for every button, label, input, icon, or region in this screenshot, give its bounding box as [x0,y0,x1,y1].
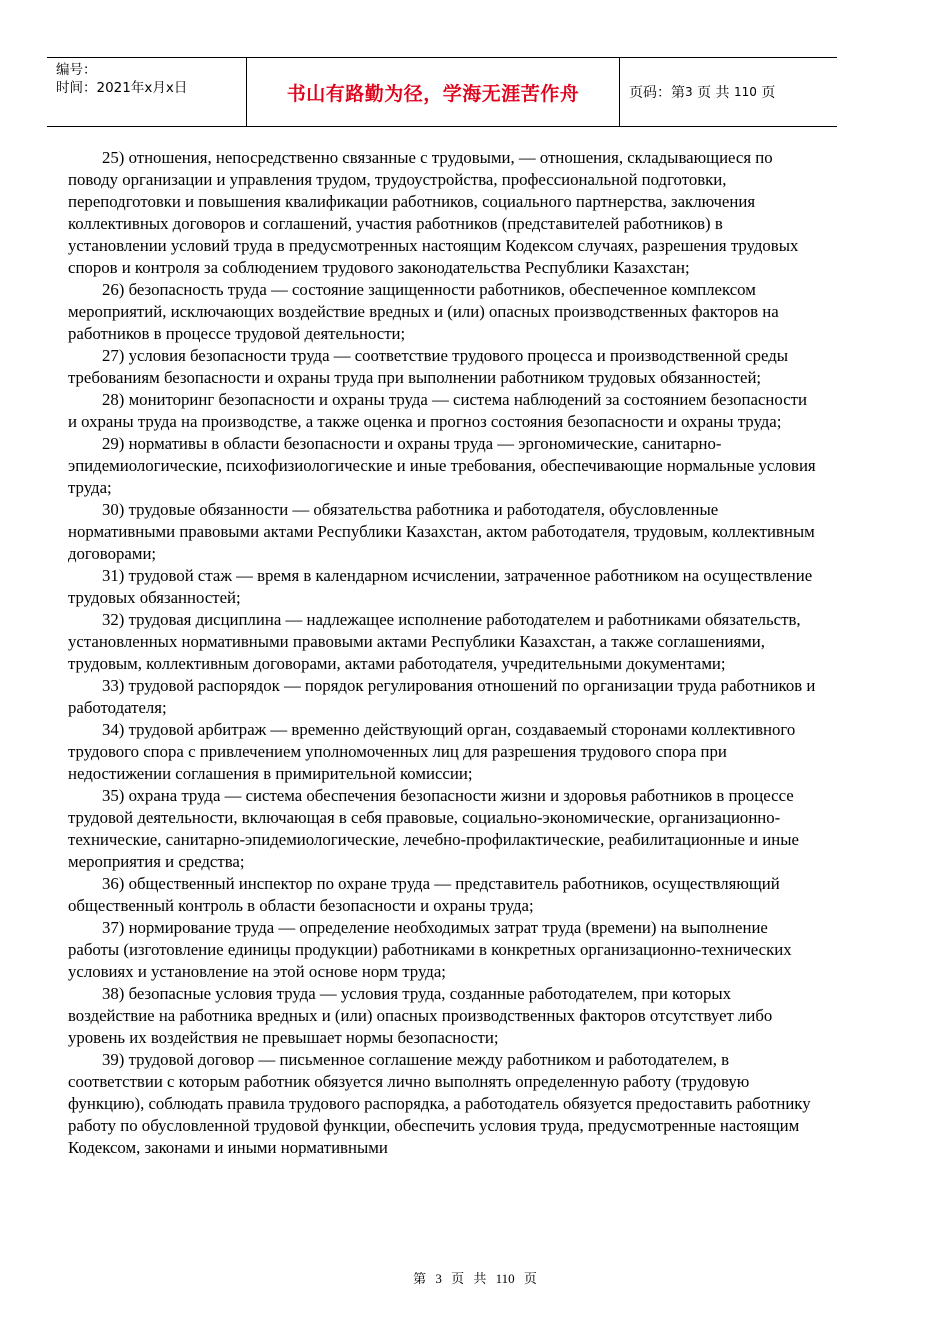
page-mid-label: 页 共 [697,85,730,101]
page-label: 页码：第 [629,85,685,101]
paragraph-39: 39) трудовой договор — письменное соглашение между работником и работодателем, в соответствии с которым работник обязуется лично выполнять определенную работу (трудовую функцию), соблюдать правила трудового распорядка, а работодатель обязуется предоставить работнику работу по обусловленной трудовой функции, обеспечить условия труда, предусмотренные настоящим Кодексом, законами и иными нормативными [68,1050,811,1157]
header-page-info [620,58,837,126]
page-footer: 第 3 页 共 110 页 [413,1271,537,1286]
paragraph-29: 29) нормативы в области безопасности и охраны труда — эргономические, санитарно-эпидемиологические, психофизиологические и иные требования, обеспечивающие нормальные условия труда; [68,434,816,497]
paragraph-30: 30) трудовые обязанности — обязательства работника и работодателя, обусловленные нормативными правовыми актами Республики Казахстан, актом работодателя, трудовым, коллективным договорами; [68,500,815,563]
paragraph-37: 37) нормирование труда — определение необходимых затрат труда (времени) на выполнение работы (изготовление единицы продукции) работниками в конкретных организационно-технических условиях и установление на этой основе норм труда; [68,918,792,981]
paragraph-38: 38) безопасные условия труда — условия труда, созданные работодателем, при которых воздействие на работника вредных и (или) опасных производственных факторов отсутствует либо уровень их воздействия не превышает нормы безопасности; [68,984,773,1047]
document-number-label: 编号： [56,62,97,78]
paragraph-33: 33) трудовой распорядок — порядок регулирования отношений по организации труда работников и работодателя; [68,676,816,717]
paragraph-26: 26) безопасность труда — состояние защищенности работников, обеспеченное комплексом мероприятий, исключающих воздействие вредных и (или) опасных производственных факторов на работников в процессе трудовой деятельности; [68,280,779,343]
paragraph-36: 36) общественный инспектор по охране труда — представитель работников, осуществляющий общественный контроль в области безопасности и охраны труда; [68,874,780,915]
page-end-label: 页 [761,85,776,101]
document-body [68,147,818,1159]
paragraph-25: 25) отношения, непосредственно связанные с трудовыми, — отношения, складывающиеся по поводу организации и управления трудом, трудоустройства, профессиональной подготовки, переподготовки и повышения квалификации работников, социального партнерства, заключения коллективных договоров и соглашений, участия работников (представителей работников) в установлении условий труда в предусмотренных настоящим Кодексом случаях, разрешения трудовых споров и контроля за соблюдением трудового законодательства Республики Казахстан; [68,148,799,277]
paragraph-35: 35) охрана труда — система обеспечения безопасности жизни и здоровья работников в процессе трудовой деятельности, включающая в себя правовые, социально-экономические, организационно-технические, санитарно-эпидемиологические, лечебно-профилактические, реабилитационные и иные мероприятия и средства; [68,786,799,871]
header-motto: 书山有路勤为径，学海无涯苦作舟 [286,82,580,105]
header-meta [47,58,247,126]
paragraph-27: 27) условия безопасности труда — соответствие трудового процесса и производственной среды требованиям безопасности и охраны труда при выполнении работником трудовых обязанностей; [68,346,789,387]
paragraph-34: 34) трудовой арбитраж — временно действующий орган, создаваемый сторонами коллективного трудового спора с привлечением уполномоченных лиц для разрешения трудового спора при недостижении соглашения в примирительной комиссии; [68,720,796,783]
paragraph-31: 31) трудовой стаж — время в календарном исчислении, затраченное работником на осуществление трудовых обязанностей; [68,566,813,607]
page-number: 3 [685,85,693,99]
document-time: 时间：2021年x月x日 [56,80,188,96]
paragraph-32: 32) трудовая дисциплина — надлежащее исполнение работодателем и работниками обязательств, установленных нормативными правовыми актами Республики Казахстан, а также соглашениями, трудовым, коллективным договорами, актами работодателя, учредительными документами; [68,610,801,673]
paragraph-28: 28) мониторинг безопасности и охраны труда — система наблюдений за состоянием безопасности и охраны труда на производстве, а также оценка и прогноз состояния безопасности и охраны труда; [68,390,807,431]
header-motto-cell [247,58,620,126]
page-header [47,57,837,127]
page-total: 110 [734,85,757,99]
